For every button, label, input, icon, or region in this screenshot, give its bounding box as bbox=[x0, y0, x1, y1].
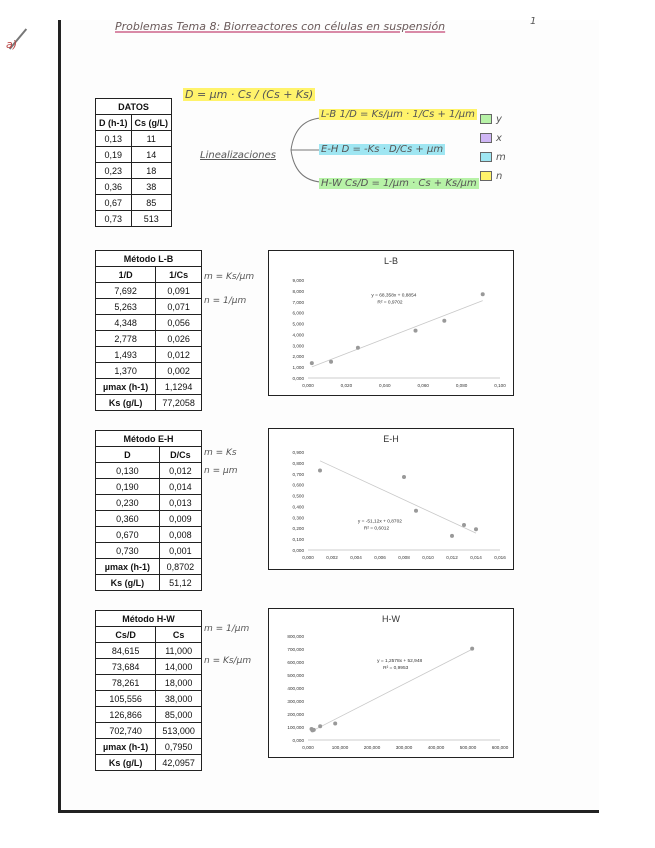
cell: Ks (g/L) bbox=[96, 755, 156, 771]
lb-header-y: 1/Cs bbox=[156, 267, 202, 283]
chart-hw bbox=[268, 608, 514, 758]
cell: 38,000 bbox=[156, 691, 202, 707]
cell: 42,0957 bbox=[156, 755, 202, 771]
table-row bbox=[96, 723, 202, 739]
y-tick-label: 8,000 bbox=[292, 288, 304, 294]
cell: 0,091 bbox=[156, 283, 202, 299]
data-point bbox=[442, 319, 446, 323]
x-tick-label: 300,000 bbox=[395, 745, 413, 750]
cell: 1,370 bbox=[96, 363, 156, 379]
cell: 0,130 bbox=[96, 463, 160, 479]
chart-title: E-H bbox=[383, 434, 399, 444]
table-row bbox=[96, 739, 202, 755]
data-point bbox=[414, 329, 418, 333]
r-squared-label: R² = 0,6012 bbox=[363, 526, 390, 532]
cell: 1,493 bbox=[96, 347, 156, 363]
eh-note-n: n = µm bbox=[204, 466, 238, 476]
y-tick-label: 200,000 bbox=[287, 712, 304, 717]
cell: 0,23 bbox=[96, 163, 132, 179]
table-row bbox=[96, 315, 202, 331]
table-row bbox=[96, 691, 202, 707]
x-tick-label: 0,020 bbox=[340, 383, 353, 388]
y-tick-label: 4,000 bbox=[292, 332, 304, 338]
lb-note-m: m = Ks/µm bbox=[204, 272, 255, 282]
x-tick-label: 0,014 bbox=[470, 555, 482, 560]
cell: Ks (g/L) bbox=[96, 575, 160, 591]
chart-eh bbox=[268, 428, 514, 570]
legend-item-y: y bbox=[480, 110, 506, 129]
lb-table bbox=[95, 250, 202, 411]
cell: 126,866 bbox=[96, 707, 156, 723]
lb-caption: Método L-B bbox=[96, 251, 202, 267]
cell: 0,19 bbox=[96, 147, 132, 163]
hw-note-n: n = Ks/µm bbox=[204, 656, 252, 666]
data-point bbox=[402, 475, 406, 479]
cell: 0,73 bbox=[96, 211, 132, 227]
eh-header-x: D/Cs bbox=[159, 447, 201, 463]
cell: µmax (h-1) bbox=[96, 559, 160, 575]
cell: 85 bbox=[131, 195, 172, 211]
table-row bbox=[96, 643, 202, 659]
eh-table bbox=[95, 430, 202, 591]
trendline-equation: y = -51,12x + 0,8702 bbox=[357, 519, 402, 525]
x-tick-label: 0,000 bbox=[302, 555, 314, 560]
legend-item-n: n bbox=[480, 167, 506, 186]
table-row bbox=[96, 543, 202, 559]
x-tick-label: 0,008 bbox=[398, 555, 410, 560]
y-tick-label: 0,000 bbox=[292, 738, 304, 743]
y-tick-label: 0,200 bbox=[292, 526, 304, 532]
datos-header-d: D (h-1) bbox=[96, 115, 132, 131]
x-tick-label: 0,100 bbox=[494, 383, 506, 388]
x-tick-label: 0,060 bbox=[417, 383, 429, 388]
y-tick-label: 0,100 bbox=[292, 537, 304, 543]
table-row bbox=[96, 299, 202, 315]
x-tick-label: 0,006 bbox=[374, 555, 386, 560]
cell: Ks (g/L) bbox=[96, 395, 156, 411]
chart-title: L-B bbox=[383, 256, 399, 266]
y-tick-label: 2,000 bbox=[292, 354, 304, 360]
table-row bbox=[96, 675, 202, 691]
data-point bbox=[481, 292, 485, 296]
data-point bbox=[450, 534, 454, 538]
cell: 14,000 bbox=[156, 659, 202, 675]
y-tick-label: 800,000 bbox=[287, 634, 304, 639]
y-tick-label: 9,000 bbox=[292, 278, 304, 283]
table-row bbox=[96, 659, 202, 675]
cell: 0,8702 bbox=[159, 559, 201, 575]
datos-caption: DATOS bbox=[96, 99, 172, 115]
cell: 1,1294 bbox=[156, 379, 202, 395]
cell: 0,67 bbox=[96, 195, 132, 211]
y-tick-label: 0,600 bbox=[292, 482, 304, 488]
x-tick-label: 0,010 bbox=[422, 555, 434, 560]
y-tick-label: 0,000 bbox=[292, 548, 304, 553]
cell: 0,012 bbox=[159, 463, 201, 479]
section-label: a) bbox=[6, 38, 18, 51]
eh-note-m: m = Ks bbox=[204, 448, 237, 458]
cell: 0,008 bbox=[159, 527, 201, 543]
cell: 11,000 bbox=[156, 643, 202, 659]
table-row bbox=[96, 331, 202, 347]
cell: 4,348 bbox=[96, 315, 156, 331]
cell: 0,730 bbox=[96, 543, 160, 559]
cell: 0,001 bbox=[159, 543, 201, 559]
y-tick-label: 700,000 bbox=[287, 647, 304, 652]
y-tick-label: 0,500 bbox=[292, 493, 304, 499]
cell: 77,2058 bbox=[156, 395, 202, 411]
x-tick-label: 600,000 bbox=[491, 745, 509, 750]
model-equation bbox=[182, 88, 316, 101]
r-squared-label: R² = 0,9953 bbox=[383, 666, 409, 671]
y-tick-label: 0,400 bbox=[292, 504, 304, 510]
data-point bbox=[474, 527, 478, 531]
chart-frame bbox=[269, 609, 514, 758]
cell: 0,002 bbox=[156, 363, 202, 379]
cell: 0,012 bbox=[156, 347, 202, 363]
x-tick-label: 0,040 bbox=[379, 383, 391, 388]
lb-linearization bbox=[318, 109, 478, 120]
x-tick-label: 0,000 bbox=[302, 383, 314, 388]
cell: µmax (h-1) bbox=[96, 379, 156, 395]
cell: 51,12 bbox=[159, 575, 201, 591]
chart-lb bbox=[268, 250, 514, 396]
data-point bbox=[333, 722, 337, 726]
x-tick-label: 0,002 bbox=[326, 555, 338, 560]
cell: 0,36 bbox=[96, 179, 132, 195]
model-equation-text: D = µm · Cs / (Cs + Ks) bbox=[185, 88, 314, 101]
data-point bbox=[318, 724, 322, 728]
legend-item-m: m bbox=[480, 148, 506, 167]
cell: 78,261 bbox=[96, 675, 156, 691]
cell: 0,670 bbox=[96, 527, 160, 543]
legend-item-x: x bbox=[480, 129, 506, 148]
cell: 85,000 bbox=[156, 707, 202, 723]
cell: 0,014 bbox=[159, 479, 201, 495]
cell: 513,000 bbox=[156, 723, 202, 739]
cell: 18 bbox=[131, 163, 172, 179]
x-tick-label: 0,004 bbox=[350, 555, 362, 560]
table-row bbox=[96, 163, 172, 179]
lb-linearization-text: L-B 1/D = Ks/µm · 1/Cs + 1/µm bbox=[321, 109, 475, 120]
lb-header-x: 1/D bbox=[96, 267, 156, 283]
hw-header-x: Cs bbox=[156, 627, 202, 643]
table-row bbox=[96, 479, 202, 495]
x-tick-label: 0,000 bbox=[302, 745, 314, 750]
cell: 513 bbox=[131, 211, 172, 227]
data-point bbox=[414, 509, 418, 513]
y-tick-label: 0,700 bbox=[292, 471, 304, 477]
x-tick-label: 0,012 bbox=[446, 555, 458, 560]
y-tick-label: 0,300 bbox=[292, 515, 304, 521]
eh-linearization-text: E-H D = -Ks · D/Cs + µm bbox=[321, 144, 444, 155]
cell: 0,230 bbox=[96, 495, 160, 511]
cell: 38 bbox=[131, 179, 172, 195]
cell: 5,263 bbox=[96, 299, 156, 315]
hw-linearization bbox=[318, 178, 480, 189]
chart-frame bbox=[269, 251, 514, 396]
cell: 0,13 bbox=[96, 131, 132, 147]
hw-note-m: m = 1/µm bbox=[204, 624, 250, 634]
table-row bbox=[96, 395, 202, 411]
x-tick-label: 0,016 bbox=[494, 555, 506, 560]
page-number: 1 bbox=[530, 16, 537, 27]
y-tick-label: 5,000 bbox=[292, 321, 304, 327]
data-point bbox=[356, 346, 360, 350]
data-point bbox=[310, 361, 314, 365]
cell: 105,556 bbox=[96, 691, 156, 707]
chart-frame bbox=[269, 429, 514, 570]
cell: 0,009 bbox=[159, 511, 201, 527]
cell: 11 bbox=[131, 131, 172, 147]
table-row bbox=[96, 707, 202, 723]
table-row bbox=[96, 575, 202, 591]
linearizaciones-label: Linealizaciones bbox=[200, 150, 276, 161]
table-row bbox=[96, 347, 202, 363]
cell: 84,615 bbox=[96, 643, 156, 659]
table-row bbox=[96, 131, 172, 147]
r-squared-label: R² = 0,9702 bbox=[377, 300, 403, 306]
cell: 18,000 bbox=[156, 675, 202, 691]
y-tick-label: 7,000 bbox=[292, 299, 304, 305]
y-tick-label: 400,000 bbox=[287, 686, 304, 691]
table-row bbox=[96, 283, 202, 299]
color-legend bbox=[480, 110, 506, 186]
cell: 14 bbox=[131, 147, 172, 163]
table-row bbox=[96, 559, 202, 575]
y-tick-label: 0,800 bbox=[292, 460, 304, 466]
cell: µmax (h-1) bbox=[96, 739, 156, 755]
hw-caption: Método H-W bbox=[96, 611, 202, 627]
cell: 0,056 bbox=[156, 315, 202, 331]
cell: 73,684 bbox=[96, 659, 156, 675]
hw-table bbox=[95, 610, 202, 771]
chart-title: H-W bbox=[382, 614, 400, 624]
table-row bbox=[96, 463, 202, 479]
data-point bbox=[470, 647, 474, 651]
x-tick-label: 500,000 bbox=[459, 745, 477, 750]
cell: 0,190 bbox=[96, 479, 160, 495]
x-tick-label: 0,080 bbox=[455, 383, 468, 388]
table-row bbox=[96, 511, 202, 527]
cell: 0,013 bbox=[159, 495, 201, 511]
x-tick-label: 200,000 bbox=[363, 745, 381, 750]
page-title: Problemas Tema 8: Biorreactores con células en suspensión bbox=[115, 20, 446, 33]
data-point bbox=[462, 523, 466, 527]
y-tick-label: 300,000 bbox=[287, 699, 304, 704]
y-tick-label: 0,000 bbox=[292, 376, 304, 381]
y-tick-label: 500,000 bbox=[287, 673, 304, 678]
table-row bbox=[96, 495, 202, 511]
table-row bbox=[96, 379, 202, 395]
x-tick-label: 400,000 bbox=[427, 745, 445, 750]
table-row bbox=[96, 147, 172, 163]
cell: 0,360 bbox=[96, 511, 160, 527]
eh-linearization bbox=[318, 144, 446, 155]
eh-header-y: D bbox=[96, 447, 160, 463]
eh-caption: Método E-H bbox=[96, 431, 202, 447]
lb-note-n: n = 1/µm bbox=[204, 296, 247, 306]
cell: 0,071 bbox=[156, 299, 202, 315]
cell: 2,778 bbox=[96, 331, 156, 347]
y-tick-label: 0,900 bbox=[292, 450, 304, 455]
cell: 0,026 bbox=[156, 331, 202, 347]
y-tick-label: 6,000 bbox=[292, 310, 304, 316]
y-tick-label: 100,000 bbox=[287, 725, 304, 730]
hw-linearization-text: H-W Cs/D = 1/µm · Cs + Ks/µm bbox=[321, 178, 477, 189]
y-tick-label: 600,000 bbox=[287, 660, 304, 665]
trendline-equation: y = 68,358x + 0,8854 bbox=[371, 293, 417, 299]
datos-header-cs: Cs (g/L) bbox=[131, 115, 172, 131]
x-tick-label: 100,000 bbox=[331, 745, 349, 750]
hw-header-y: Cs/D bbox=[96, 627, 156, 643]
table-row bbox=[96, 527, 202, 543]
y-tick-label: 3,000 bbox=[292, 343, 304, 349]
datos-table bbox=[95, 98, 172, 227]
data-point bbox=[329, 360, 333, 364]
table-row bbox=[96, 755, 202, 771]
cell: 702,740 bbox=[96, 723, 156, 739]
cell: 7,692 bbox=[96, 283, 156, 299]
trendline-equation: y = 1,2578x + 52,948 bbox=[377, 659, 423, 664]
y-tick-label: 1,000 bbox=[292, 365, 304, 371]
cell: 0,7950 bbox=[156, 739, 202, 755]
data-point bbox=[312, 728, 316, 732]
table-row bbox=[96, 179, 172, 195]
table-row bbox=[96, 211, 172, 227]
data-point bbox=[318, 469, 322, 473]
table-row bbox=[96, 195, 172, 211]
table-row bbox=[96, 363, 202, 379]
